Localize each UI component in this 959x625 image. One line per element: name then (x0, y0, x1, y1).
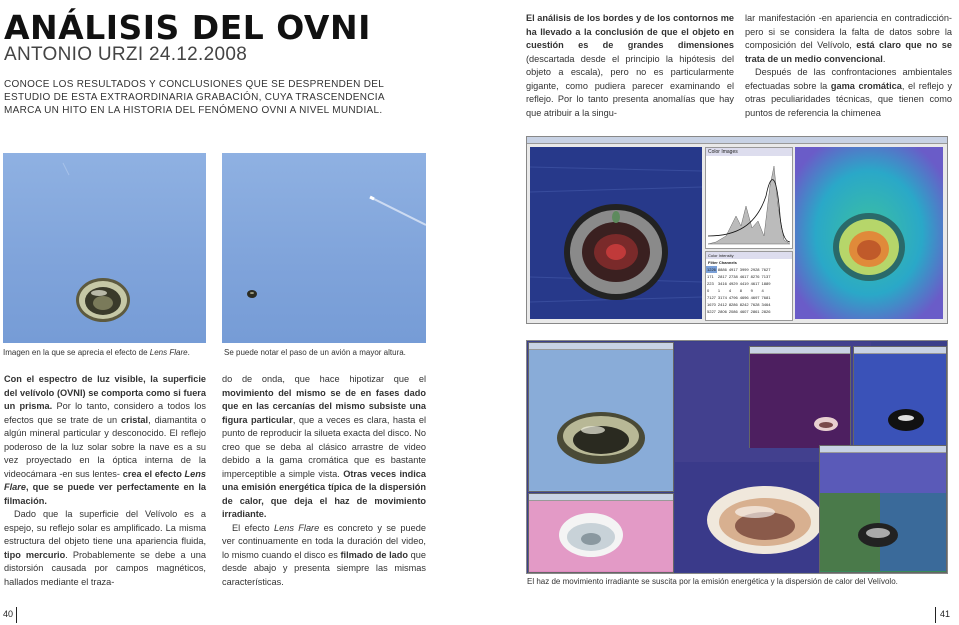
disc-window-6 (819, 445, 947, 573)
table-cell: 4617 (739, 274, 749, 279)
table-row (706, 287, 771, 294)
table-cell: 2817 (717, 274, 727, 279)
analysis-screenshot-1 (526, 136, 948, 324)
table-cell: 4617 (750, 281, 760, 286)
article-subtitle: ANTONIO URZI 24.12.2008 (4, 44, 248, 65)
table-cell: 4696 (739, 295, 749, 300)
photo2-caption: Se puede notar el paso de un avión a mayor altura. (224, 348, 406, 357)
disc-image-4 (750, 354, 850, 448)
table-cell: 2738 (728, 274, 738, 279)
table-cell: 4419 (739, 281, 749, 286)
table-cell: 5227 (707, 309, 716, 314)
disc-image-6 (820, 453, 946, 571)
table-cell: 4 (761, 288, 764, 293)
analysis-screenshot-2 (526, 340, 948, 574)
table-cell: 4607 (739, 309, 749, 314)
stats-label: Color Intensity (706, 252, 792, 259)
table-cell: 3416 (717, 281, 727, 286)
table-cell: 8276 (750, 274, 760, 279)
table-row (706, 280, 771, 287)
right-col2-paragraph-2: Después de las confrontaciones ambientales efectuadas sobre la gama cromática, el reflejo y otras peculiaridades técnicas, que tienen como puntos de referencia la chimenea (745, 67, 952, 118)
table-row (706, 301, 771, 308)
table-cell: 8 (739, 288, 742, 293)
table-cell: 9 (750, 288, 753, 293)
col2-paragraph-1: do de onda, que hace hipotizar que el movimiento del mismo se de en fases dado que en las cercanías del mismo subsiste una figura particular, que a veces es clara, hasta el punto de reproducir la silueta exacta del disco. No creo que se deba al clásico arrastre de video debido a la gama cromática que es bastante imperceptible a simple vista. Otras veces indica una emisión energética típica de la dispersión de calor, que deja el haz de movimiento irradiante. (222, 374, 427, 519)
table-cell: 2861 (750, 309, 760, 314)
table-cell: 4796 (728, 295, 738, 300)
window-titlebar (820, 446, 946, 453)
thermal-disc-panel (795, 147, 943, 319)
page-number-right: 41 (940, 609, 951, 619)
page-number-rule-right (935, 607, 936, 623)
col1-paragraph-2: Dado que la superficie del Velívolo es a espejo, su reflejo solar es amplificado. La misma estructura del objeto tiene una apariencia fluida, tipo mercurio. Probablemente se debe a una distorsión causada por campos magnéticos, hallados mediante el traza- (4, 509, 206, 587)
left-body-column-1 (4, 373, 206, 589)
table-cell: 223 (707, 281, 714, 286)
table-cell: 7627 (761, 267, 771, 272)
table-cell: 7137 (761, 274, 771, 279)
table-cell: 3174 (717, 295, 727, 300)
table-cell: 1 (717, 288, 721, 293)
airplane-trail (222, 153, 426, 343)
table-cell: 2086 (728, 309, 738, 314)
disc-window-1 (528, 342, 674, 492)
col2-paragraph-2: El efecto Lens Flare es concreto y se puede ver continuamente en toda la duración del video, lo mismo cuando el disco es filmado de lado que desde abajo y presenta siempre las mismas características. (222, 522, 426, 587)
table-cell: 4917 (728, 267, 738, 272)
table-cell: 8286 (728, 302, 738, 307)
disc-window-2 (528, 493, 674, 573)
right-body-column-2 (745, 12, 952, 120)
table-cell: 1226 (707, 267, 716, 272)
table-cell: 4 (728, 288, 732, 293)
window-titlebar (750, 347, 850, 354)
ufo-photo-lens-flare (3, 153, 206, 343)
table-cell: 8886 (717, 267, 727, 272)
disc-window-5 (853, 346, 947, 448)
table-cell: 2412 (717, 302, 727, 307)
table-row (706, 273, 771, 280)
page-number-rule-left (16, 607, 17, 623)
histogram-chart (706, 156, 792, 246)
table-cell: 3999 (739, 267, 749, 272)
table-row (706, 308, 771, 315)
disc-image-5 (854, 354, 946, 448)
intro-paragraph: CONOCE LOS RESULTADOS Y CONCLUSIONES QUE SE DESPRENDEN DEL ESTUDIO DE ESTA EXTRAORDINARIA GRABACIÓN, CUYA TRASCENDENCIA MARCA UN HITO EN LA HISTORIA DEL FENÓMENO OVNI A NIVEL MUNDIAL. (4, 79, 385, 116)
right-col2-paragraph-1: lar manifestación -en apariencia en contradicción- pero si se considera la falta de datos sobre la composición del Velívolo, está claro que no se trata de un medio convencional. (745, 13, 952, 64)
ufo-disc-large (3, 153, 206, 343)
window-titlebar (529, 343, 673, 350)
table-cell: 0 (707, 288, 710, 293)
table-cell: 2928 (750, 267, 760, 272)
table-cell: 4929 (728, 281, 738, 286)
table-cell: 3464 (761, 302, 771, 307)
window-titlebar (527, 137, 947, 144)
table-cell: 2826 (761, 309, 771, 314)
window-titlebar (854, 347, 946, 354)
table-cell: 7628 (750, 302, 760, 307)
thermal-disc-image (795, 147, 943, 319)
embossed-disc-panel (530, 147, 702, 319)
table-row (706, 266, 771, 273)
table-row (706, 294, 771, 301)
table-cell: 4697 (750, 295, 760, 300)
table-cell: 171 (707, 274, 714, 279)
histogram-panel (705, 147, 793, 249)
page-number-left: 40 (3, 609, 14, 619)
disc-image-1 (529, 350, 673, 490)
disc-image-2 (529, 501, 673, 571)
table-cell: 8242 (739, 302, 749, 307)
filter-table (706, 266, 771, 315)
ufo-photo-airplane (222, 153, 426, 343)
article-title: ANÁLISIS DEL OVNI (4, 8, 371, 47)
right-body-column-1 (526, 12, 734, 120)
table-cell: 1889 (761, 281, 771, 286)
table-label: Filter Channels (708, 260, 737, 265)
filter-table-panel (705, 251, 793, 321)
left-body-column-2 (222, 373, 426, 589)
right-col1-paragraph: El análisis de los bordes y de los contornos me ha llevado a la conclusión de que el objeto en cuestión es de grandes dimensiones (descartada desde el principio la hipótesis del objeto a escala), pero no es particularmente gigante, como pudiera parecer examinando el reflejo. Por lo tanto presenta anomalías que hay que atribuir a la singu- (526, 13, 734, 118)
figure-caption: El haz de movimiento irradiante se suscita por la emisión energética y la dispersión de calor del Velívolo. (527, 577, 898, 586)
disc-window-4 (749, 346, 851, 448)
histogram-label: Color Images (706, 148, 792, 156)
table-cell: 1670 (707, 302, 716, 307)
window-titlebar (529, 494, 673, 501)
col1-paragraph-1: Con el espectro de luz visible, la superficie del velívolo (OVNI) se comporta como si fuera un prisma. Por lo tanto, considero a todos los efectos que se trate de un cristal, diamantita o algún mineral particular y desconocido. El reflejo poderoso de la luz solar sobre la nave es a su vez proyectado en la óptica interna de la videocámara -en sus lentes- crea el efecto Lens Flare, que se puede ver perfectamente en la filmación. (4, 374, 206, 506)
table-cell: 7681 (761, 295, 771, 300)
photo1-caption: Imagen en la que se aprecia el efecto de Lens Flare. (3, 348, 190, 357)
table-cell: 7127 (707, 295, 716, 300)
table-cell: 2806 (717, 309, 727, 314)
embossed-disc-image (530, 147, 702, 319)
